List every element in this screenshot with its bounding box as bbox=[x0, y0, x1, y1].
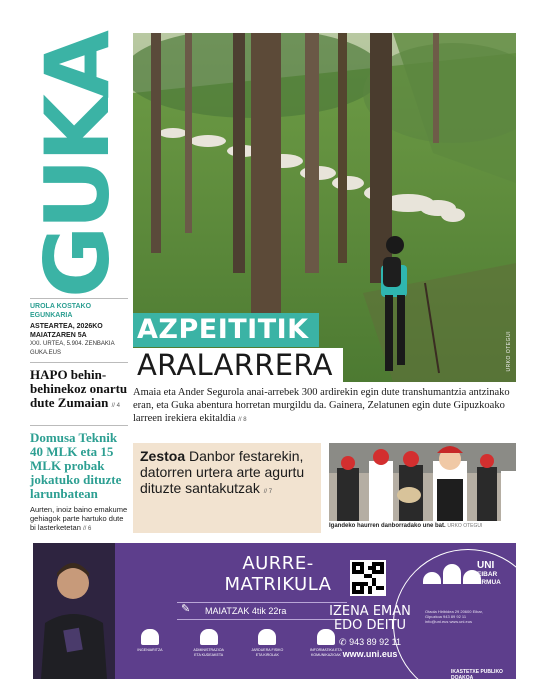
page-reference: // 7 bbox=[263, 489, 273, 495]
brief-title: HAPO behin-behinekoz onartu dute Zumaian bbox=[30, 367, 128, 410]
photo-caption bbox=[329, 523, 482, 529]
divider bbox=[30, 362, 128, 363]
page-reference: // 8 bbox=[238, 417, 247, 423]
zestoa-place: Zestoa bbox=[140, 448, 186, 464]
pencil-icon: ✎ bbox=[181, 603, 191, 615]
edition-info bbox=[30, 302, 128, 358]
headline-top[interactable]: AZPEITITIK bbox=[133, 313, 319, 347]
uni-advertisement[interactable] bbox=[33, 543, 516, 679]
parade-illustration bbox=[329, 443, 516, 521]
program-kirolak[interactable]: JARDUERA FISIKO ETA KIROLAK bbox=[250, 629, 284, 657]
edition-line1: UROLA KOSTAKO bbox=[30, 303, 92, 310]
brief-body: Aurten, inoiz baino emakume gehiagok parte hartuko dute bi lasterketetan bbox=[30, 505, 128, 532]
qr-code-icon bbox=[352, 562, 384, 594]
lead-text: Amaia eta Ander Segurola anai-arrebek 300 ardirekin egin dute transhumantzia antzinako eran, eta Guka abentura horretan murgildu da. Gainera, Zelatunen egin dute Gipuzkoako larreen irekiera ekitaldia bbox=[133, 387, 510, 424]
brief-title: Domusa Teknik 40 MLK eta 15 MLK probak jokatuko dituzte larunbatean bbox=[30, 430, 122, 501]
qr-code[interactable] bbox=[350, 560, 386, 596]
divider bbox=[30, 298, 128, 299]
uni-address: Otaola Hiribidea 29 20600 Eibar, Gipuzkoa 943 89 92 11 info@uni.eus www.uni.eus bbox=[425, 609, 483, 624]
zestoa-headline: Danbor festarekin, datorren urtera arte agurtu dituzte santakutzak bbox=[140, 448, 305, 496]
guka-logo[interactable]: GUKA bbox=[25, 33, 129, 298]
uni-brand: UNI EIBAR ERMUA bbox=[477, 560, 501, 586]
program-administrazioa[interactable]: ADMINISTRAZIOA ETA KUDEAKETA bbox=[192, 629, 226, 657]
headline-bottom[interactable]: ARALARRERA bbox=[133, 348, 343, 382]
page-reference: // 4 bbox=[111, 403, 120, 409]
masthead bbox=[25, 33, 129, 298]
ad-footer: IKASTETXE PUBLIKO DOAKOA bbox=[451, 669, 503, 679]
brief-hapo[interactable] bbox=[30, 368, 128, 413]
program-informatika[interactable]: INFORMATIKA ETA KOMUNIKAZIOAK bbox=[309, 629, 343, 657]
photo-credit: URKO OTEGUI bbox=[506, 331, 512, 372]
page-reference: // 6 bbox=[82, 526, 92, 532]
ad-dates: ✎ MAIATZAK 4tik 22ra bbox=[177, 602, 347, 620]
edition-line2: EGUNKARIA bbox=[30, 312, 73, 319]
caption-credit: URKO OTEGUI bbox=[447, 523, 483, 529]
sports-icon bbox=[258, 629, 276, 645]
engineering-icon bbox=[141, 629, 159, 645]
website[interactable]: GUKA.EUS bbox=[30, 350, 62, 356]
lead-paragraph bbox=[133, 386, 516, 427]
brief-domusa[interactable] bbox=[30, 431, 128, 534]
divider bbox=[30, 425, 128, 426]
ad-website[interactable]: www.uni.eus bbox=[342, 649, 398, 659]
parade-photo[interactable] bbox=[329, 443, 516, 521]
date-line2: MAIATZAREN 5A bbox=[30, 332, 87, 339]
ad-programs bbox=[133, 629, 343, 657]
ad-student-photo bbox=[33, 543, 115, 679]
uni-logo[interactable] bbox=[423, 564, 481, 584]
ad-call-to-action: IZENA EMAN EDO DEITU ✆ 943 89 92 11 www.uni.eus bbox=[320, 605, 420, 659]
zestoa-story[interactable] bbox=[140, 448, 315, 500]
date-line1: ASTEARTEA, 2026KO bbox=[30, 323, 103, 330]
ad-phone[interactable]: ✆ 943 89 92 11 bbox=[339, 637, 401, 647]
caption-text: Igandeko haurren danborradako une bat. bbox=[329, 523, 446, 529]
administration-icon bbox=[200, 629, 218, 645]
program-ingeniaritza[interactable]: INGENIARITZA bbox=[133, 629, 167, 657]
issue-number: XXI. URTEA, 5.904. ZENBAKIA bbox=[30, 341, 115, 347]
ad-title: AURRE- MATRIKULA bbox=[224, 553, 332, 595]
